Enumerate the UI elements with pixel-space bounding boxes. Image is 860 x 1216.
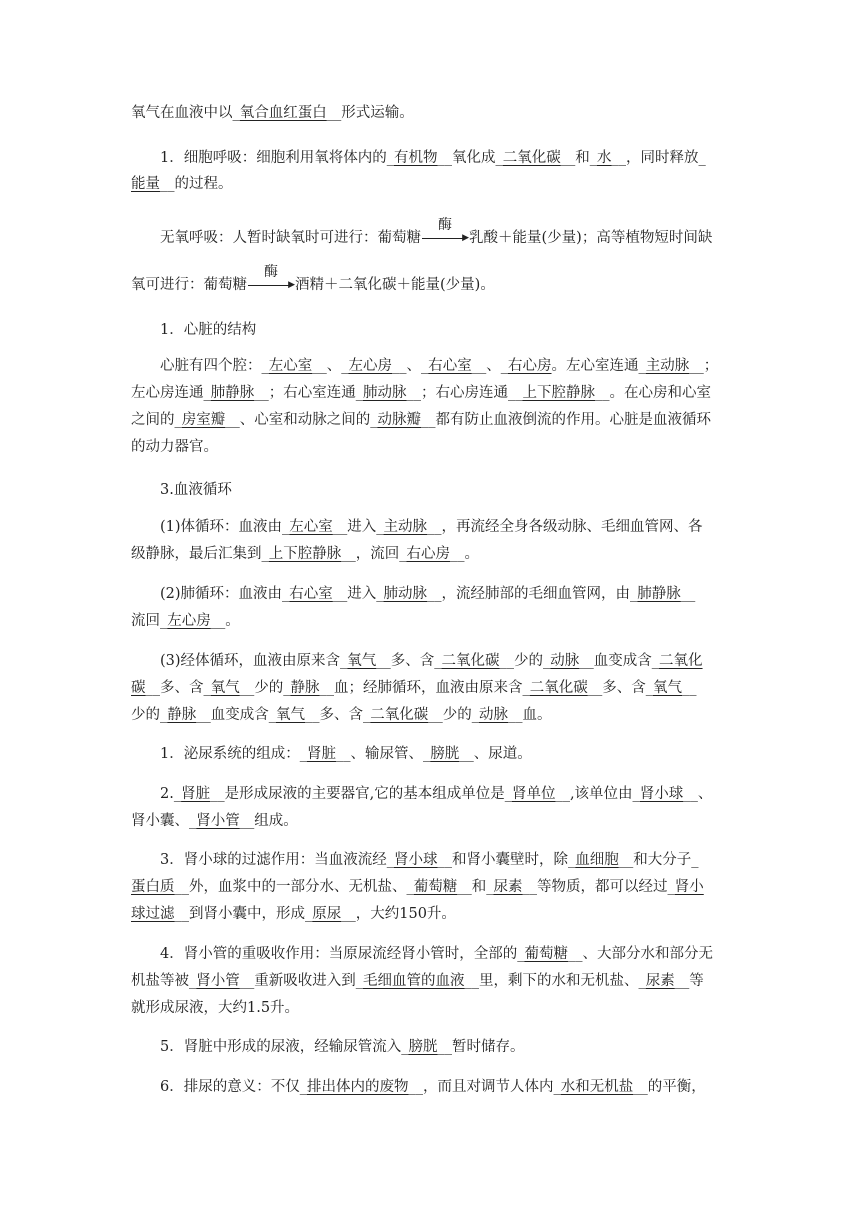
answer: 动脉 [479,707,508,723]
text: 左心房连通_ [131,385,211,401]
text-line [131,877,704,897]
answer: 二氧化碳 [370,707,429,723]
reaction-arrow [247,264,295,295]
text-line [131,103,414,123]
text: 2._ [131,786,182,802]
text: __，而且对调节人体内_ [408,1079,561,1095]
text-line [131,850,698,870]
text-line [131,651,703,671]
text: __暂时储存。 [437,1039,525,1055]
answer: 肺静脉 [637,586,681,602]
text: __、 [683,786,713,802]
text-line [131,383,711,403]
answer: 血细胞 [575,852,619,868]
text: __、尿道。 [459,746,532,762]
text: 少的_ [131,707,168,723]
answer: 蛋白质 [131,879,175,895]
text: 1．细胞呼吸：细胞利用氧将体内的_ [131,150,394,166]
text-line [131,611,240,631]
text: __外，血浆中的一部分水、无机盐、_ [174,879,414,895]
text: __，同时释放_ [611,150,706,166]
text-line [131,148,706,168]
answer: 静脉 [167,707,197,723]
answer: 氧气 [347,653,377,669]
text: __、_ [312,358,349,374]
answer: 肾小管 [196,973,240,989]
text: __和_ [560,150,597,166]
arrow-head-icon: ▶ [288,280,295,290]
answer: 肾小管 [196,813,240,829]
answer: 碳 [131,680,146,696]
text: __、输尿管、_ [335,746,431,762]
text: 5．肾脏中形成的尿液，经输尿管流入_ [131,1039,409,1055]
text-line [131,217,713,248]
answer: 能量 [131,176,160,192]
enzyme-label: 酶 [438,217,452,233]
text: __、_ [392,358,429,374]
text-line [131,678,697,698]
answer: 左心房 [348,358,392,374]
text: __都有防止血液倒流的作用。心脏是血液循环 [421,412,711,428]
text: (2)肺循环：血液由_ [131,586,290,602]
text: __； [689,358,719,374]
text: 机盐等被_ [131,973,197,989]
answer: 右心房 [508,358,552,374]
text: (3)经体循环，血液由原来含_ [131,653,348,669]
text: __多、含_ [145,680,211,696]
text: 酒精＋二氧化碳＋能量(少量)。 [295,277,495,293]
answer: 右心室 [289,586,333,602]
text-line [131,544,479,564]
answer: 球过滤 [131,906,175,922]
answer: 氧合血红蛋白 [239,105,327,121]
text-line [131,174,233,194]
text: __，大约150升。 [341,906,456,922]
answer: 氧气 [653,680,682,696]
text-line [131,517,703,537]
text-line [131,1037,524,1057]
text: __、_ [471,358,508,374]
text: 无氧呼吸：人暂时缺氧时可进行：葡萄糖 [131,230,421,246]
text: 1．泌尿系统的组成：_ [131,746,307,762]
text: __，流回_ [341,546,407,562]
text: __少的_ [239,680,291,696]
text-line [131,944,713,964]
text: 3．肾小球的过滤作用：当血液流经_ [131,852,394,868]
text: __，流经肺部的毛细血管网，由_ [427,586,638,602]
answer: 二氧化碳 [441,653,500,669]
answer: 左心室 [268,358,313,374]
answer: 水 [596,150,612,166]
answer: 肺动脉 [383,586,428,602]
text: __多、含_ [376,653,442,669]
text: __组成。 [239,813,298,829]
answer: 主动脉 [645,358,690,374]
answer: 上下腔静脉 [268,546,342,562]
text: 氧气在血液中以_ [131,105,240,121]
text: 流回_ [131,613,168,629]
answer: 排出体内的废物 [306,1079,409,1095]
text: __里，剩下的水和无机盐、_ [464,973,646,989]
answer: 葡萄糖 [524,946,568,962]
text: __，再流经全身各级动脉、毛细血管网、各 [427,519,703,535]
answer: 二氧化碳 [502,150,561,166]
arrow-head-icon: ▶ [462,233,469,243]
text: __。 [210,613,240,629]
text: __ [680,586,696,602]
arrow-shaft [248,285,289,286]
answer: 毛细血管的血液 [363,973,465,989]
answer: 膀胱 [430,746,460,762]
text: __。在心房和心室 [595,385,711,401]
text: __。 [450,546,479,562]
answer: 主动脉 [383,519,428,535]
text: 氧可进行：葡萄糖 [131,277,247,293]
answer: 氧气 [210,680,240,696]
text-line: 就形成尿液，大约1.5升。 [131,1000,300,1016]
reaction-arrow [421,217,469,248]
text: __到肾小囊中，形成_ [174,906,313,922]
text-line [131,584,695,604]
text-line [131,705,552,725]
answer: 肾小球 [639,786,684,802]
text-line [131,904,456,924]
answer: 葡萄糖 [413,879,458,895]
answer: 动脉瓣 [377,412,421,428]
answer: 动脉 [550,653,580,669]
text: __氧化成_ [437,150,503,166]
answer: 房室瓣 [181,412,226,428]
answer: 肺动脉 [363,385,407,401]
text: __；右心室连通_ [254,385,363,401]
answer: 静脉 [290,680,320,696]
answer: 肾脏 [306,746,336,762]
text: __等物质，都可以经过_ [522,879,675,895]
text: 4．肾小管的重吸收作用：当原尿流经肾小管时，全部的_ [131,946,525,962]
text: (1)体循环：血液由_ [131,519,290,535]
text-line [131,356,718,376]
answer: 肾单位 [511,786,556,802]
text: __等 [674,973,704,989]
text: 级静脉，最后汇集到_ [131,546,269,562]
answer: 上下腔静脉 [522,385,595,401]
text-line [131,1077,706,1097]
answer: 尿素 [645,973,675,989]
text: __是形成尿液的主要器官,它的基本组成单位是_ [210,786,512,802]
text-line: 的动力器官。 [131,439,218,455]
text: __和肾小囊壁时，除_ [437,852,576,868]
text: __血变成含_ [579,653,660,669]
arrow-shaft [422,238,463,239]
text: __少的_ [428,707,479,723]
text: __、心室和动脉之间的_ [225,412,378,428]
text: __；右心房连通__ [406,385,523,401]
text: __、大部分水和部分无 [567,946,713,962]
answer: 右心室 [428,358,472,374]
answer: 肺静脉 [210,385,255,401]
answer: 有机物 [393,150,438,166]
text: 6．排尿的意义：不仅_ [131,1079,307,1095]
answer: 左心室 [289,519,333,535]
answer: 左心房 [167,613,211,629]
answer: 肾小球 [393,852,438,868]
text-line [131,264,495,295]
section-heading: 3.血液循环 [131,482,232,498]
section-heading: 1．心脏的结构 [131,322,257,338]
answer: 尿素 [493,879,523,895]
text: __多、含_ [305,707,371,723]
text: __的平衡， [633,1079,706,1095]
text-line [131,971,704,991]
text: 肾小囊、_ [131,813,197,829]
text: 心脏有四个腔：_ [131,358,269,374]
answer: 肾小 [674,879,704,895]
answer: 氧气 [276,707,305,723]
text: 之间的_ [131,412,182,428]
text: __的过程。 [160,176,233,192]
text: __血；经肺循环，血液由原来含_ [319,680,530,696]
text: __进入_ [332,519,384,535]
text: __和大分子_ [618,852,699,868]
text: 。左心室连通_ [551,358,646,374]
enzyme-label: 酶 [264,264,278,280]
text: __和_ [457,879,494,895]
answer: 右心房 [406,546,450,562]
answer: 二氧化碳 [529,680,588,696]
text: 乳酸＋能量(少量)；高等植物短时间缺 [469,230,713,246]
answer: 原尿 [312,906,342,922]
text: __血变成含_ [196,707,276,723]
text: __血。 [508,707,552,723]
text-line [131,784,712,804]
text-line [131,811,298,831]
text-line [131,744,532,764]
text: __少的_ [499,653,551,669]
text: __,该单位由_ [555,786,640,802]
text-line [131,410,711,430]
text: __ [682,680,697,696]
answer: 膀胱 [408,1039,438,1055]
answer: 肾脏 [181,786,211,802]
text: __多、含_ [587,680,653,696]
answer: 水和无机盐 [560,1079,634,1095]
text: __进入_ [332,586,384,602]
text: __形式运输。 [326,105,414,121]
text: __重新吸收进入到_ [239,973,363,989]
answer: 二氧化 [659,653,703,669]
